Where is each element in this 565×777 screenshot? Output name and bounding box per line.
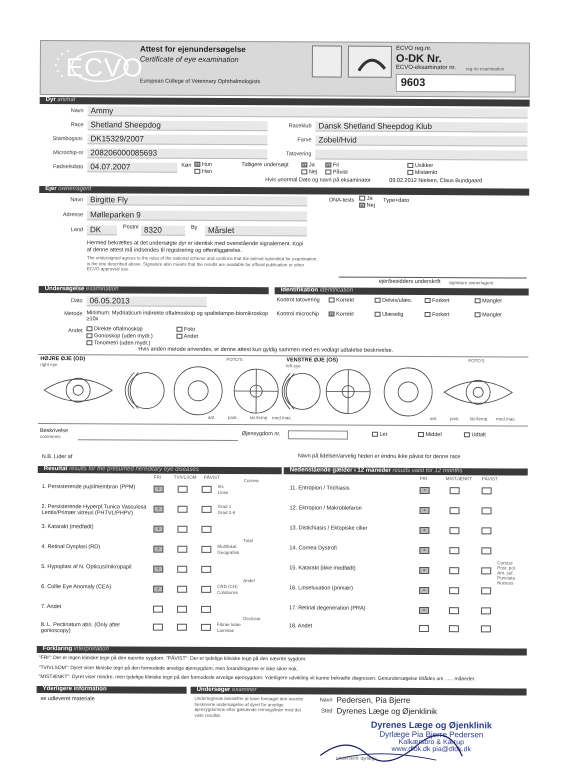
result-row (285, 603, 527, 622)
mic-mangler-checkbox[interactable] (475, 312, 481, 317)
dna-type-label: Type+dato (383, 197, 410, 204)
right-foto-label: FOTO'S (226, 356, 243, 363)
examiner-label-en: reg no examination (465, 66, 505, 72)
tvivlsom-checkbox[interactable] (178, 506, 188, 513)
result-row (285, 503, 527, 524)
forklaring-title-en: interpretation (73, 646, 109, 653)
owner-section-title-en: owner/agent (58, 186, 92, 193)
fri-checkbox[interactable]: x (153, 526, 163, 533)
mic-ulaeselig-label: Ulæselig (382, 311, 404, 318)
result-sublabel: Cornea (243, 478, 259, 484)
animal-name-field[interactable]: Ammy (88, 106, 528, 118)
cataract-sublabel: Nucleus (497, 580, 514, 586)
dna-ja-label: Ja (366, 195, 373, 202)
unormal-value[interactable]: 09.02.2012 Nielsen, Claus Bundgaard (389, 177, 483, 185)
vet-sted-label: Sted (321, 708, 333, 715)
pavist-checkbox[interactable] (202, 486, 212, 493)
ident-section-title-en: identification (319, 287, 354, 294)
tat-mangler-checkbox[interactable] (475, 298, 481, 303)
sex-han-label: Han (201, 168, 212, 175)
pavist-checkbox[interactable] (201, 526, 211, 533)
tat-korrekt-label: Korrekt (336, 297, 354, 304)
results-title-en: results for the presumed hereditary eye diseases (69, 466, 199, 473)
vet-logo-graphic (349, 47, 393, 79)
left-eye-en: left eye (286, 363, 301, 369)
result-row (285, 523, 527, 544)
kontrol-mic-label: Kontrol microchip (276, 311, 320, 318)
andet-label: Andet (68, 328, 83, 335)
result-disease-name: 13. Distichiasis / Ektopiske cilier (289, 525, 368, 532)
tonometri-label: Tonometri (uden mydr.) (93, 340, 151, 347)
forklaring-title: Forklaring (42, 646, 73, 653)
results-bar-2 (284, 467, 528, 475)
pavist-checkbox[interactable] (201, 566, 211, 573)
mistaenkt-label: Mistænkt (414, 169, 438, 177)
metode-text: Minimum: Mydriaticum indirekte oftalmoskop og spaltelampe-biomikroskop ≥10x (86, 310, 269, 323)
mic-mangler-label: Mangler (482, 312, 502, 319)
stamp-address: Kalkærsbro & Kærup (398, 738, 465, 747)
direkte-label: Direkte oftalmoskop (94, 326, 143, 333)
ojensygdom-label: Øjensygdom nr. (241, 431, 281, 438)
undersoger-note: Undertegnede bekræfter at have foretaget den ovenfor beskrevne undersøgelse af dyret for arvelige øjensygdomme efter gældende retningslinjer med det viste resultat. (194, 695, 304, 718)
pavist-checkbox[interactable] (481, 547, 491, 554)
result-row (37, 578, 281, 603)
stambog-label: Stambogsnr. (52, 136, 84, 143)
beskrivelse-label: Beskrivelse (39, 428, 69, 435)
tvivlsom-checkbox[interactable] (178, 486, 188, 493)
tat-delvis-checkbox[interactable] (375, 298, 381, 303)
animal-section-bar (40, 97, 530, 107)
eye-diagrams[interactable] (38, 362, 528, 421)
fri-checkbox[interactable]: x (420, 507, 430, 514)
r-post-label: post. (228, 414, 238, 421)
dkk-logo (312, 45, 342, 77)
mistaenkt-checkbox[interactable] (407, 170, 413, 175)
beskrivelse-field[interactable] (78, 432, 238, 441)
l-lat-label: lat./temp. (470, 416, 489, 422)
tvivlsom-checkbox[interactable] (177, 606, 187, 613)
prev-nej-label: Nej (308, 169, 318, 176)
middel-label: Middel (425, 432, 442, 439)
andet2-label: Andet (183, 333, 199, 340)
result-row (285, 543, 527, 564)
undersoger-bar (191, 687, 527, 696)
result-sublabel: Grad 1 (217, 503, 232, 510)
cataract-sublabel: Post. pol. (497, 565, 517, 571)
tvivlsom-checkbox[interactable] (450, 487, 460, 494)
vet-sted[interactable]: Dyrenes Læge og Øjenklinik (336, 706, 438, 717)
animal-section-title: Dyr (45, 97, 56, 104)
result-disease-name: 18. Andet (288, 623, 313, 630)
dna-label: DNA-tests (329, 197, 355, 204)
tvivlsom-checkbox[interactable] (449, 607, 459, 614)
stambog-field[interactable]: DK15329/2007 (87, 134, 267, 145)
udtalt-checkbox[interactable] (464, 432, 470, 437)
owner-section-bar (39, 186, 529, 196)
fri-checkbox[interactable]: x (153, 546, 163, 553)
owner-section-title: Ejer (45, 186, 57, 193)
fri-checkbox[interactable]: x (419, 527, 429, 534)
result-disease-name: 7. Andet (41, 604, 62, 611)
result-row (285, 621, 527, 642)
race-label: Race (70, 122, 84, 129)
naming-note: Navn på lidelsen/arvelig heden er endnu ikke påvist for denne race (297, 453, 461, 461)
usikker-label: Usikker (414, 162, 434, 170)
pavist-checkbox[interactable] (201, 586, 211, 593)
odk-label: O-DK Nr. (395, 52, 442, 66)
exam-section-title-en: examination (86, 286, 119, 293)
result-sublabel: Occlusio (242, 616, 261, 622)
tvivlsom-checkbox[interactable] (449, 587, 459, 594)
ident-section-bar (275, 287, 529, 295)
result-disease-name: 2. Persisterende Hyperpl.Tunica Vasculosa Lentis/Primær vitreus (PHTVL/PHPV) (41, 504, 147, 517)
raceklub-field[interactable]: Dansk Shetland Sheepdog Klub (316, 121, 528, 132)
result-disease-name: 3. Katarakt (medfødt) (41, 524, 94, 531)
right-eye-en: right eye (40, 362, 58, 368)
gonioskop-checkbox[interactable] (86, 333, 92, 338)
examiner-number[interactable]: 9603 (396, 74, 516, 93)
fri-checkbox[interactable]: x (419, 567, 429, 574)
fri-checkbox[interactable] (153, 624, 163, 631)
stamp-web: www.dlok.dk pia@dlok.dk (391, 745, 472, 754)
tatovering-field[interactable] (315, 149, 527, 160)
owner-signature-line[interactable] (339, 264, 527, 279)
result-sublabel: Linse (217, 489, 229, 495)
left-foto-label: FOTO'S (468, 358, 485, 364)
mic-korrekt-checkbox[interactable]: x (330, 311, 333, 317)
result-sublabel: CRD (CH) (217, 583, 238, 590)
forklaring-line-1: "FRI": Der er ingen kliniske tegn på den nævnte sygdom. "PÅVIST": Der er tydelige kliniske tegn på den nævnte sygdom. (38, 655, 307, 663)
tvivlsom-checkbox[interactable] (449, 567, 459, 574)
fri-checkbox[interactable]: x (327, 162, 330, 168)
declaration-text: Hermed bekræftes at det undersøgte dyr er identisk med ovenstående signalement. Kopi af denne attest må indsendes til registrering og offentliggørelse. (86, 240, 304, 255)
pavist-checkbox[interactable] (481, 527, 491, 534)
exam-section-title: Undersøgelse (44, 286, 85, 293)
land-field[interactable]: DK (87, 225, 117, 235)
farve-field[interactable]: Zobel/Hvid (315, 135, 527, 146)
stamp-vet-name: Dyrlæge Pia Bjerre Pedersen (379, 729, 484, 740)
fri-checkbox[interactable]: x (419, 547, 429, 554)
undersoger-title-en: examiner (231, 687, 257, 694)
tvivlsom-checkbox[interactable] (177, 526, 187, 533)
results-title: Resultat (43, 466, 68, 473)
postnr-label: Postnr (123, 224, 139, 231)
results-title-2-en: results valid for 12 months (392, 467, 463, 475)
forklaring-bar (37, 646, 527, 656)
result-sublabel: Laminae (216, 627, 235, 634)
l-med-label: med./nas. (496, 416, 516, 422)
l-post-label: post. (450, 416, 460, 422)
result-sublabel: Iris (217, 483, 224, 489)
owner-name-field[interactable]: Birgitte Fly (87, 195, 307, 206)
let-label: Let (379, 431, 388, 438)
col-mist-right: MIST./ÆNKT (445, 476, 472, 482)
tat-delvis-label: Delvis/ulæs. (382, 297, 413, 304)
usikker-checkbox[interactable] (407, 163, 413, 168)
undersoger-title: Undersøger (196, 686, 231, 694)
forklaring-line-2: "TVIVLSOM": Dyret viser kliniske tegn på den formodede arvelige øjensygdom, men forandringerne er ikke sikre nok. (38, 665, 298, 673)
result-disease-name: 4. Retinal Dysplasi (RD) (41, 544, 101, 551)
result-row (37, 502, 281, 523)
let-checkbox[interactable] (372, 432, 378, 437)
tat-korrekt-checkbox[interactable] (329, 298, 335, 303)
by-label: By (191, 224, 198, 231)
tat-mangler-label: Mangler (482, 298, 503, 305)
fri-checkbox[interactable]: x (154, 506, 164, 513)
result-disease-name: 6. Collie Eye Anomaly (CEA) (41, 584, 112, 591)
postnr-field[interactable]: 8320 (141, 226, 185, 236)
middel-checkbox[interactable] (418, 432, 424, 437)
sex-label: Køn (181, 162, 192, 169)
pavist-label: Påvist (332, 169, 348, 176)
pavist-checkbox[interactable] (201, 624, 211, 631)
sex-hun-checkbox[interactable]: x (196, 161, 199, 167)
certificate-page (36, 40, 530, 768)
fri-checkbox[interactable]: x (420, 487, 430, 494)
fri-checkbox[interactable]: x (153, 566, 163, 573)
title: Attest for ejenundersøgelse (139, 44, 246, 55)
hvis-andet-text: Hvis anden metode anvendes, er denne attest kun gyldig sammen med en vedlagt udtalelse beskrivelse. (138, 346, 394, 354)
logo-text: ECVO (65, 52, 144, 83)
tvivlsom-checkbox[interactable] (449, 527, 459, 534)
animal-section-title-en: animal (57, 97, 76, 104)
dna-nej-checkbox[interactable]: x (361, 202, 364, 208)
result-sublabel: Coloboma (217, 589, 238, 596)
pavist-checkbox[interactable] (482, 507, 492, 514)
farve-label: Farve (297, 137, 312, 144)
danish-vet-logo (348, 46, 392, 78)
col-fri-right: FRI (419, 475, 427, 482)
microchip-field[interactable]: 208206000085693 (87, 148, 267, 159)
col-fri-left: FRI (153, 474, 161, 480)
cataract-sublabel: Ant. suf. (497, 570, 514, 576)
pavist-checkbox[interactable] (481, 567, 491, 574)
cataract-sublabel: Punctata (497, 575, 515, 581)
owner-name-label: Navn (70, 197, 84, 204)
result-disease-name: 12. Ektropion / Makroblefaron (289, 505, 362, 512)
result-sublabel: Total (243, 538, 253, 544)
result-disease-name: 16. Linseluxation (primær) (289, 585, 354, 592)
prev-nej-checkbox[interactable] (301, 169, 307, 174)
pavist-checkbox[interactable] (481, 587, 491, 594)
land-label: Land (70, 227, 84, 234)
tvivlsom-checkbox[interactable] (450, 507, 460, 514)
college-name: European College of Veterinary Ophthalmologists (139, 78, 261, 86)
exam-section-bar (39, 286, 269, 294)
stamp-clinic-name: Dyrenes Læge og Øjenklinik (370, 719, 492, 731)
by-field[interactable]: Mårslet (205, 226, 307, 237)
tat-forkert-label: Forkert (432, 298, 450, 305)
results-title-2: Nedenstående gælder i 12 måneder (289, 467, 391, 474)
result-disease-name: 17. Retinal degeneration (PRA) (289, 605, 366, 612)
prev-exam-label: Tidligere undersøgt (241, 162, 289, 169)
foto-label: Foto (184, 326, 196, 333)
tvivlsom-checkbox[interactable] (449, 625, 459, 632)
fri-checkbox[interactable] (153, 606, 163, 613)
col-pavist-left: PÅVIST (203, 474, 220, 480)
ojensygdom-field[interactable] (288, 430, 348, 439)
pavist-checkbox[interactable] (201, 606, 211, 613)
l-ant-label: ant. (430, 416, 438, 422)
pavist-checkbox[interactable] (482, 487, 492, 494)
result-row (285, 583, 527, 604)
result-sublabel: Andet (243, 578, 255, 584)
result-row (38, 478, 282, 503)
mic-ulaeselig-checkbox[interactable] (375, 312, 381, 317)
cataract-sublabel: Corticul (497, 560, 513, 566)
dna-nej-label: Nej (366, 202, 375, 209)
metode-label: Metode (64, 311, 83, 318)
examiner-label: ECVO-eksaminator nr. (395, 64, 456, 72)
results-bar (38, 466, 282, 474)
ydeligere-bar (37, 686, 187, 694)
mic-korrekt-label: Korrekt (336, 311, 354, 318)
mic-forkert-label: Forkert (432, 312, 450, 319)
fri-checkbox[interactable]: x (419, 587, 429, 594)
pavist-checkbox[interactable] (325, 170, 331, 175)
tvivlsom-checkbox[interactable] (449, 547, 459, 554)
tvivlsom-checkbox[interactable] (177, 624, 187, 631)
tat-forkert-checkbox[interactable] (425, 298, 431, 303)
nb-label: N.B. Lider af (41, 454, 73, 461)
result-row (286, 483, 528, 504)
signature-label: ejer/besidders underskrift (378, 278, 441, 286)
name-label: Navn (70, 108, 84, 115)
result-disease-name: 1. Persisterende pupilmembran (PPM) (41, 484, 136, 491)
mic-forkert-checkbox[interactable] (425, 312, 431, 317)
forklaring-line-3: "MISTÆNKT": Dyret viser mindre, men tydelige kliniske tegn på den formodede arvelige øjensygdom. Yderligere udvikling vil kunne bekræfte diagnosen. Genundersøgelse tilrådes om ...... måneder. (38, 674, 476, 683)
subtitle: Certificate of eye examination (139, 54, 239, 65)
result-row (285, 560, 527, 586)
pavist-checkbox[interactable] (202, 506, 212, 513)
race-field[interactable]: Shetland Sheepdog (88, 120, 268, 131)
r-lat-label: lat./temp. (250, 415, 269, 421)
tvivlsom-checkbox[interactable] (177, 546, 187, 553)
ecvo-logo (48, 46, 144, 86)
fri-label: Fri (332, 162, 340, 169)
microchip-label: Microchip-nr (53, 150, 84, 157)
vet-navn[interactable]: Pedersen, Pia Bjerre (336, 695, 411, 705)
unormal-text: Hvis unormal Dato og navn på eksaminator (265, 177, 371, 184)
col-pavist-right: PÅVIST (481, 476, 498, 482)
se-udleveret: se udleveret materiale (40, 696, 95, 703)
pavist-checkbox[interactable] (481, 607, 491, 614)
beskrivelse-en: comments (39, 434, 61, 440)
address-field[interactable]: Mølleparken 9 (87, 210, 307, 221)
prev-ja-checkbox[interactable]: x (303, 162, 306, 168)
signature-label-en: signature owner/agent (448, 280, 494, 286)
right-eye-label: HØJRE ØJE (OD) (40, 356, 86, 363)
left-eye-label: VENSTRE ØJE (OS) (286, 357, 338, 364)
ident-section-title: Identifikation (280, 287, 319, 294)
result-disease-name: 8. L. Pectinatum abn. (Only after gonioscopy) (40, 622, 121, 635)
col-tvivl-left: TVIVLSOM (173, 474, 197, 480)
dob-label: Fødselsdato (53, 164, 84, 171)
result-sublabel: Multifokal (217, 543, 237, 550)
r-ant-label: ant. (208, 414, 216, 420)
result-disease-name: 11. Entropion / Trichiasis (289, 485, 350, 492)
dna-ja-checkbox[interactable] (359, 196, 365, 201)
result-row (37, 538, 281, 563)
result-disease-name: 5. Hypoplasi af N. Opticus/mikropapil (41, 564, 132, 571)
result-disease-name: 14. Cornea Dystrofi (289, 545, 337, 552)
direkte-checkbox[interactable] (86, 326, 92, 331)
kontrol-tat-label: Kontrol tatovering (276, 297, 320, 304)
pavist-checkbox[interactable] (481, 625, 491, 632)
results-left-list (37, 478, 282, 643)
fri-checkbox[interactable]: x (153, 586, 163, 593)
vet-navn-label: Navn (319, 697, 333, 704)
result-sublabel: Geografisk (217, 549, 240, 556)
results-right-list (285, 483, 528, 644)
address-label: Adresse (62, 212, 84, 219)
andet2-checkbox[interactable] (176, 334, 182, 339)
exam-date-label: Dato (70, 298, 83, 305)
declaration-text-en: The undersigned agrees to the rules of the national scheme and confirms that the animal submitted for examination is the one described above. Signature also means that the results are available for official publication or other ECVO approved use. (86, 255, 317, 272)
gonioskop-label: Gonioskop (uden mydr.) (93, 333, 153, 340)
exam-date-field[interactable]: 06.05.2013 (87, 296, 207, 307)
fri-checkbox[interactable]: x (419, 607, 429, 614)
tonometri-checkbox[interactable] (86, 340, 92, 345)
fri-checkbox[interactable]: x (154, 486, 164, 493)
raceklub-label: Raceklub (288, 123, 312, 130)
fri-checkbox[interactable] (419, 625, 429, 632)
dob-field[interactable]: 04.07.2007 (87, 162, 177, 172)
tvivlsom-checkbox[interactable] (177, 586, 187, 593)
result-sublabel: Grad 2-6 (217, 509, 236, 516)
tvivlsom-checkbox[interactable] (177, 566, 187, 573)
underskrift-label: Underskrift: dyrlæge (336, 755, 377, 761)
foto-checkbox[interactable] (176, 327, 182, 332)
result-disease-name: 15. Katarakt (ikke medfødt) (289, 565, 356, 572)
r-med-label: med./nas. (272, 415, 292, 421)
sex-hun-label: Hun (201, 161, 212, 168)
result-sublabel: Fibrae latae (216, 621, 241, 628)
sex-han-checkbox[interactable] (194, 169, 200, 174)
prev-ja-label: Ja (308, 162, 315, 169)
ecvo-reg-label: ECVO reg.nr. (395, 45, 432, 53)
ydeligere-title: Yderligere information (42, 686, 107, 693)
tatovering-label: Tatovering (285, 151, 312, 158)
result-row (37, 616, 281, 641)
udtalt-label: Udtalt (471, 432, 486, 439)
pavist-checkbox[interactable] (201, 546, 211, 553)
